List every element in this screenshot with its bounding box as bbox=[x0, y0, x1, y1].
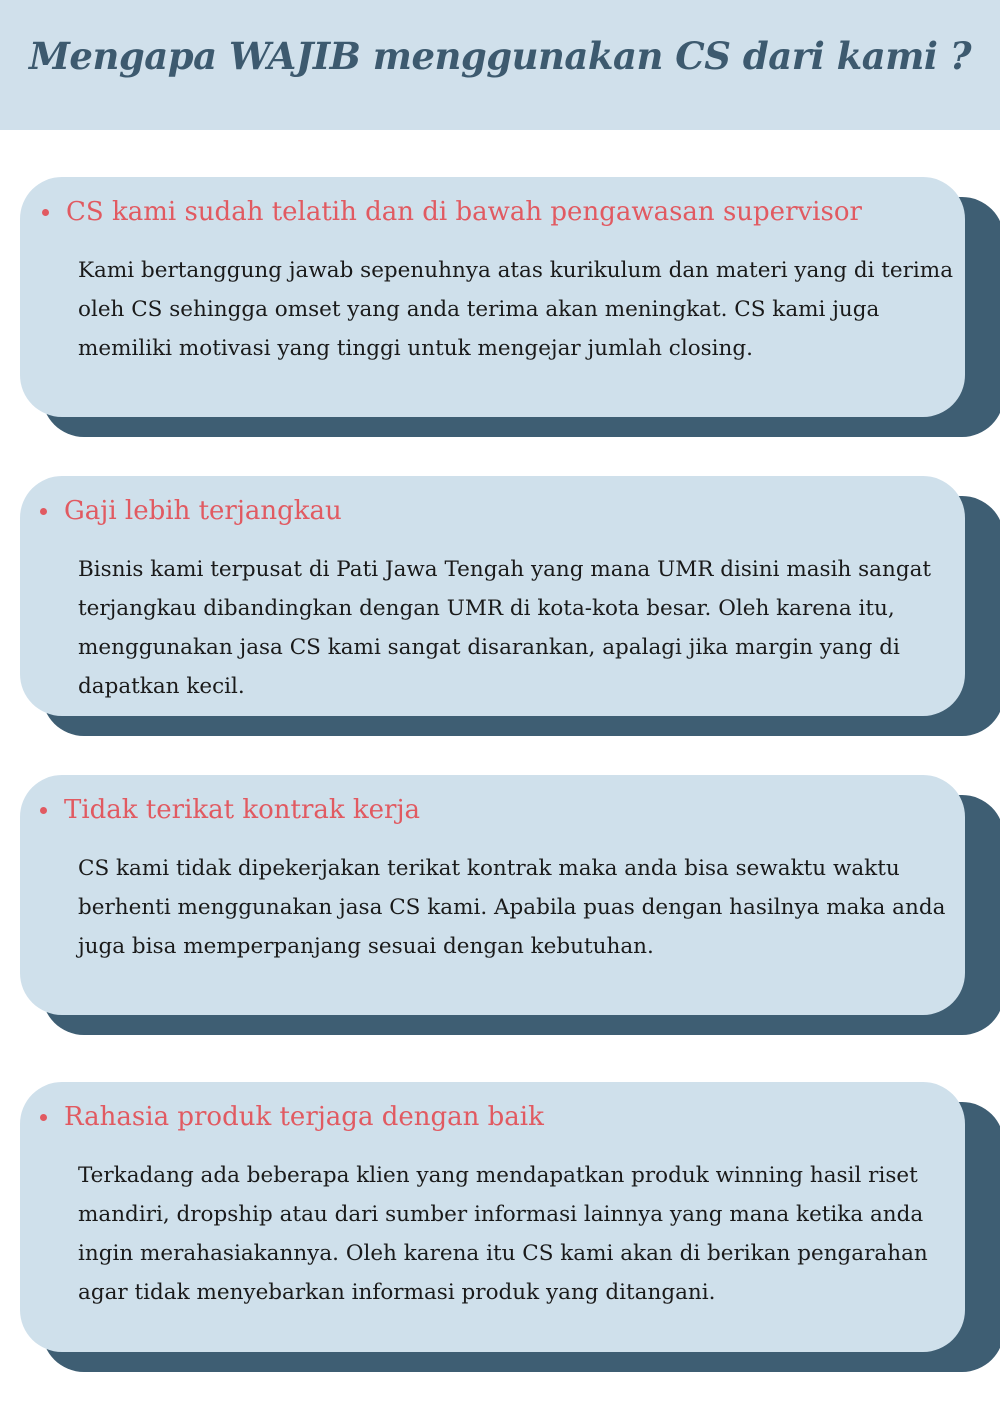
card-heading-text: Rahasia produk terjaga dengan baik bbox=[64, 1102, 544, 1132]
card-panel bbox=[20, 775, 965, 1015]
card-body: CS kami tidak dipekerjakan terikat kontrak maka anda bisa sewaktu waktu berhenti menggunakan jasa CS kami. Apabila puas dengan hasilnya maka anda juga bisa memperpanjang sesuai dengan kebutuhan. bbox=[78, 856, 946, 959]
reason-card-product-secrecy bbox=[20, 1082, 965, 1352]
card-heading bbox=[40, 795, 420, 825]
reason-card-affordable-salary bbox=[20, 476, 965, 716]
card-panel bbox=[20, 177, 965, 417]
page-title: Mengapa WAJIB menggunakan CS dari kami ? bbox=[28, 34, 972, 78]
reason-card-no-contract bbox=[20, 775, 965, 1015]
card-heading-text: CS kami sudah telatih dan di bawah pengawasan supervisor bbox=[66, 197, 862, 227]
card-body: Bisnis kami terpusat di Pati Jawa Tengah yang mana UMR disini masih sangat terjangkau dibandingkan dengan UMR di kota-kota besar. Oleh karena itu, menggunakan jasa CS kami sangat disarankan, apalagi jika margin yang di dapatkan kecil. bbox=[78, 557, 932, 699]
card-heading-text: Tidak terikat kontrak kerja bbox=[64, 795, 421, 825]
bullet-icon bbox=[40, 1114, 47, 1121]
card-body: Kami bertanggung jawab sepenuhnya atas kurikulum dan materi yang di terima oleh CS sehingga omset yang anda terima akan meningkat. CS kami juga memiliki motivasi yang tinggi untuk mengejar jumlah closing. bbox=[78, 258, 954, 361]
card-body: Terkadang ada beberapa klien yang mendapatkan produk winning hasil riset mandiri, dropship atau dari sumber informasi lainnya yang mana ketika anda ingin merahasiakannya. Oleh karena itu CS kami akan di berikan pengarahan agar tidak menyebarkan informasi produk yang ditangani. bbox=[78, 1163, 928, 1305]
header-band bbox=[0, 0, 1000, 130]
card-heading bbox=[42, 197, 862, 227]
card-heading bbox=[40, 496, 342, 526]
card-heading-text: Gaji lebih terjangkau bbox=[64, 496, 342, 526]
reason-card-trained-cs bbox=[20, 177, 965, 417]
card-panel bbox=[20, 1082, 965, 1352]
bullet-icon bbox=[42, 209, 49, 216]
bullet-icon bbox=[40, 807, 47, 814]
card-panel bbox=[20, 476, 965, 716]
card-heading bbox=[40, 1102, 544, 1132]
bullet-icon bbox=[40, 508, 47, 515]
